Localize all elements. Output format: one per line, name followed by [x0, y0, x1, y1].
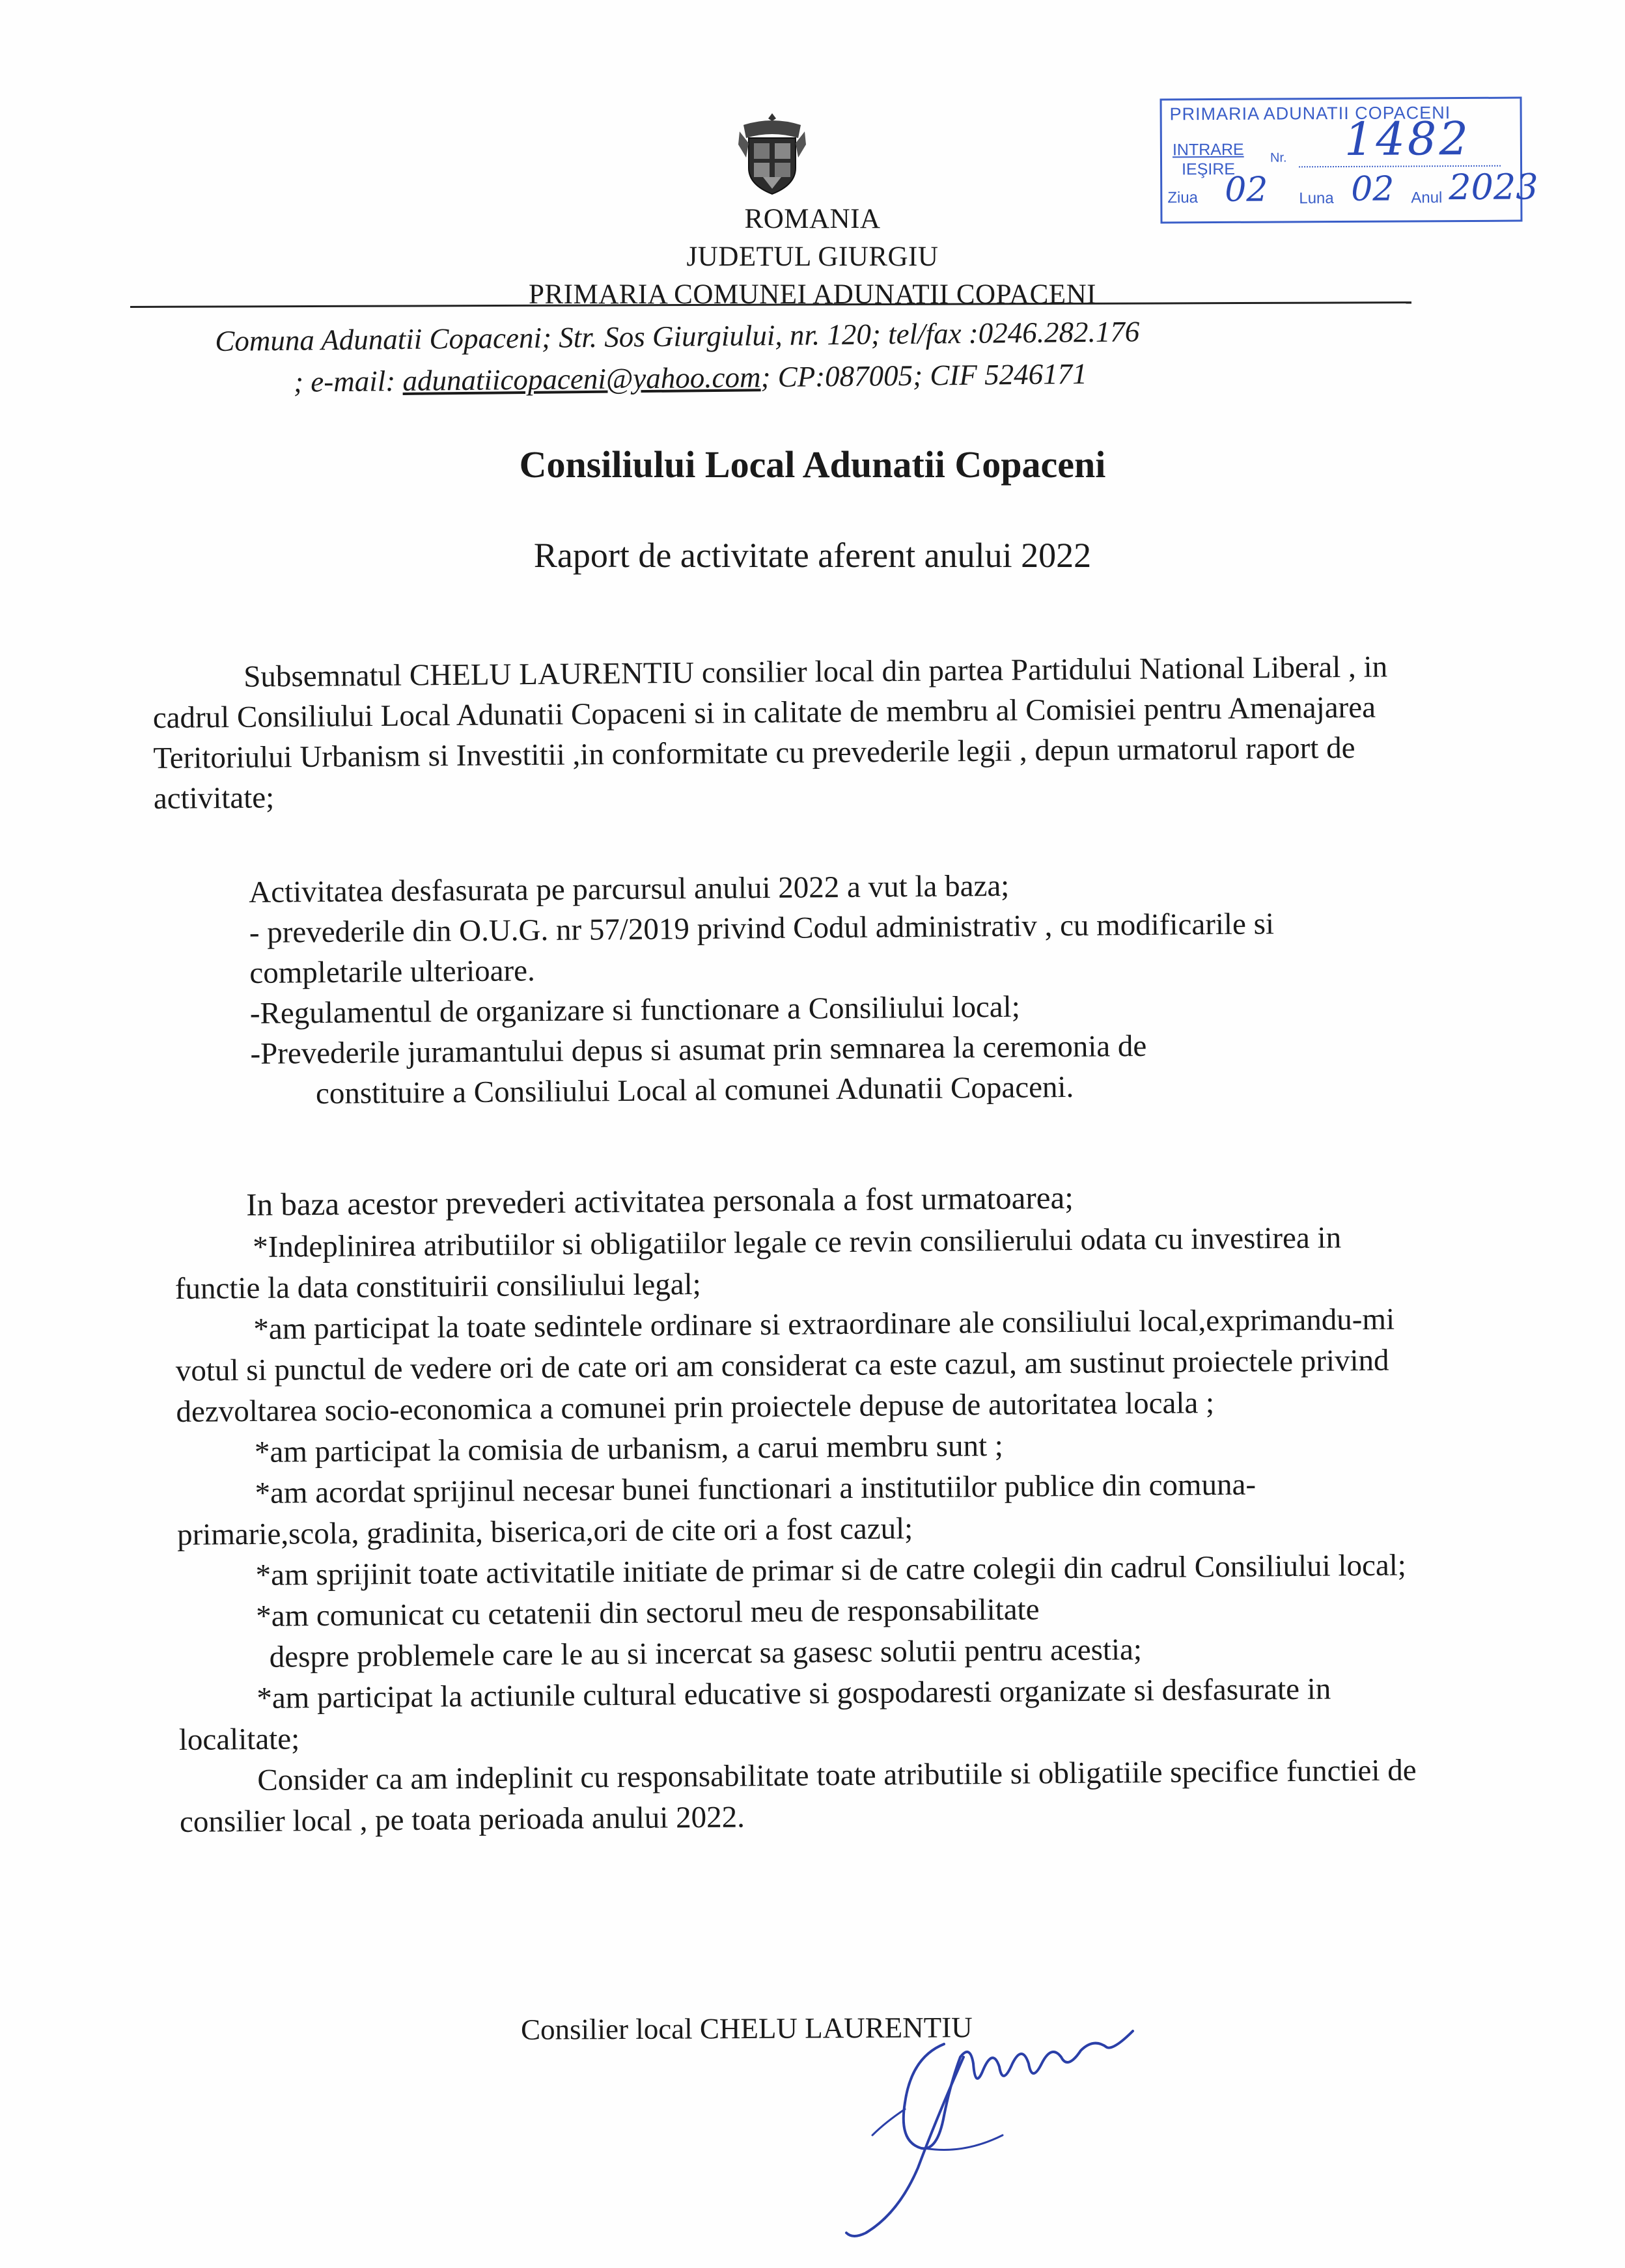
list-item: *am comunicat cu cetatenii din sectorul meu de responsabilitate	[255, 1592, 1040, 1633]
contact-line-2	[215, 350, 1388, 404]
list-item: *am participat la actiunile cultural educative si gospodaresti organizate si desfasurate in localitate;	[178, 1672, 1331, 1757]
document-subtitle: Raport de activitate aferent anului 2022	[533, 536, 1092, 575]
activity-list	[174, 1217, 1436, 1843]
signer-name: Consilier local CHELU LAURENTIU	[520, 2011, 973, 2046]
stamp-anul-value: 2023	[1449, 166, 1538, 208]
contact-line-1: Comuna Adunatii Copaceni; Str. Sos Giurgiului, nr. 120; tel/fax :0246.282.176	[215, 315, 1140, 357]
stamp-title: PRIMARIA ADUNATII COPACENI	[1169, 103, 1451, 124]
basis-item-1: - prevederile din O.U.G. nr 57/2019 privind Codul administrativ , cu modificarile si completarile ulterioare.	[249, 907, 1275, 990]
stamp-intrare: INTRARE	[1172, 140, 1244, 159]
list-item: *am participat la comisia de urbanism, a carui membru sunt ;	[254, 1428, 1004, 1469]
handwritten-signature	[807, 2018, 1198, 2252]
header-institution: PRIMARIA COMUNEI ADUNATII COPACENI	[529, 279, 1096, 310]
romanian-coat-of-arms-icon	[737, 112, 807, 197]
stamp-anul-label: Anul	[1411, 189, 1443, 207]
header-county: JUDETUL GIURGIU	[686, 242, 939, 272]
stamp-ziua-label: Ziua	[1167, 189, 1199, 207]
list-item: *am participat la toate sedintele ordinare si extraordinare ale consiliului local,exprimandu-mi votul si punctul de vedere ori de cate ori am considerat ca este cazul, am sustinut proiectele privind dezvoltarea socio-economica a comunei prin proiectele depuse de autoritatea locala ;	[175, 1302, 1395, 1429]
closing-statement: Consider ca am indeplinit cu responsabilitate toate atributiile si obligatiile specifice functiei de consilier local , pe toata perioada anului 2022.	[179, 1753, 1417, 1839]
header-contact	[215, 308, 1387, 404]
intro-paragraph: Subsemnatul CHELU LAURENTIU consilier local din partea Partidului National Liberal , in cadrul Consiliului Local Adunatii Copaceni si in calitate de membru al Comisiei pentru Amenajarea Teritoriului Urbanism si Investitii ,in conformitate cu prevederile legii , depun urmatorul raport de activitate;	[152, 650, 1388, 816]
registration-stamp	[1160, 97, 1538, 224]
document-title: Consiliului Local Adunatii Copaceni	[519, 443, 1106, 486]
stamp-ziua-value: 02	[1225, 170, 1268, 210]
header-country: ROMANIA	[744, 204, 881, 234]
stamp-nr-value: 1482	[1344, 111, 1471, 166]
contact-email-link[interactable]: adunatiicopaceni@yahoo.com	[402, 361, 761, 397]
basis-item-2: -Regulamentul de organizare si functionare a Consiliului local;	[249, 989, 1020, 1030]
list-item: *Indeplinirea atributiilor si obligatiilor legale ce revin consilierului odata cu investirea in functie la data constituirii consiliului legal;	[174, 1221, 1342, 1306]
stamp-luna-value: 02	[1351, 169, 1395, 209]
stamp-luna-label: Luna	[1299, 189, 1334, 208]
basis-item-3b: constituire a Consiliului Local al comunei Adunatii Copaceni.	[315, 1070, 1074, 1111]
list-item-continuation: despre problemele care le au si incercat sa gasesc solutii pentru acestia;	[269, 1633, 1143, 1674]
contact-postal: ; CP:087005; CIF 5246171	[760, 357, 1087, 394]
basis-section	[249, 863, 1383, 1114]
basis-item-3a: -Prevederile juramantului depus si asumat prin semnarea la ceremonia de	[250, 1029, 1147, 1071]
stamp-nr-label: Nr.	[1270, 150, 1287, 165]
activity-lead: In baza acestor prevederi activitatea personala a fost urmatoarea;	[246, 1179, 1074, 1223]
stamp-iesire: IEŞIRE	[1181, 159, 1236, 179]
basis-lead: Activitatea desfasurata pe parcursul anului 2022 a vut la baza;	[249, 868, 1010, 909]
contact-email-label: ; e-mail:	[293, 364, 403, 398]
list-item: *am sprijinit toate activitatile initiate de primar si de catre colegii din cadrul Consiliului local;	[255, 1548, 1407, 1592]
list-item: *am acordat sprijinul necesar bunei functionari a institutiilor publice din comuna-primarie,scola, gradinita, biserica,ori de cite ori a fost cazul;	[176, 1467, 1257, 1552]
